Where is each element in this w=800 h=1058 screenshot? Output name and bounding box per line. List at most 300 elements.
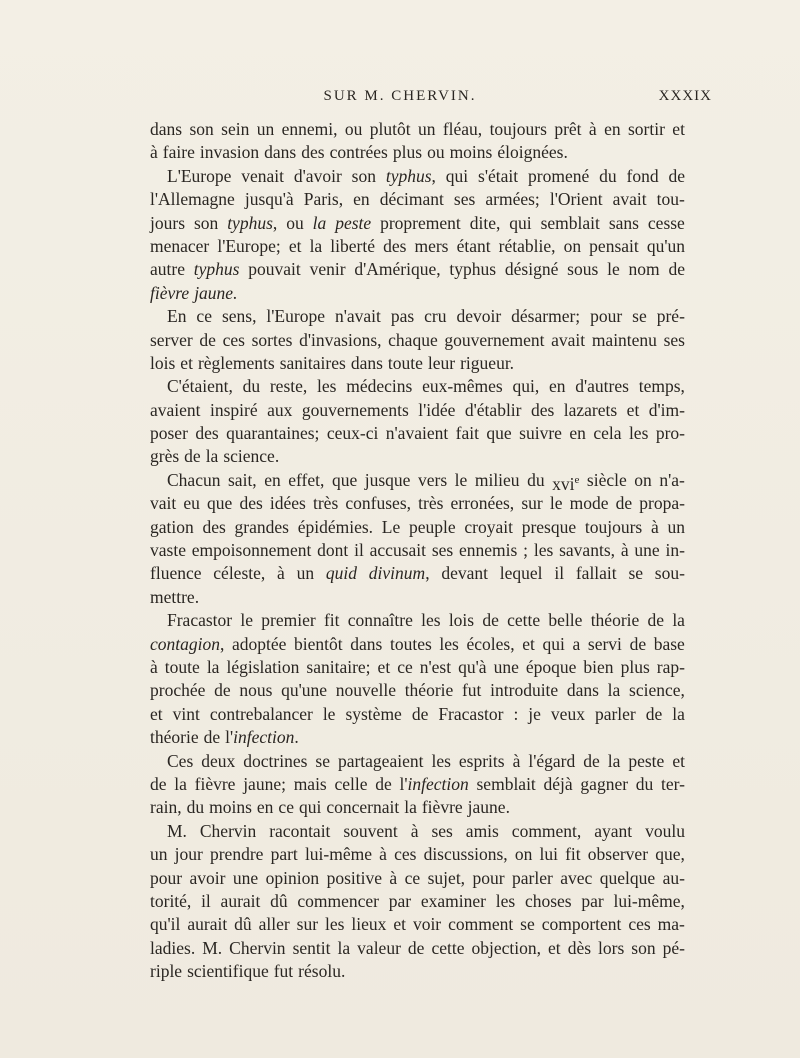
word [235, 516, 289, 539]
word [338, 750, 424, 773]
word [512, 820, 582, 843]
text: un [417, 119, 436, 139]
word [150, 539, 186, 562]
text: deux [201, 750, 236, 771]
word [388, 329, 438, 352]
text: on [514, 844, 533, 865]
text: empoisonnement [191, 540, 312, 561]
text: à [150, 142, 158, 163]
text: le [454, 469, 468, 490]
word [257, 118, 275, 141]
word [647, 235, 685, 258]
text: avaient [150, 399, 201, 420]
text: nouvelle [335, 680, 396, 701]
word [657, 305, 685, 328]
text: Ces [167, 750, 194, 771]
word [202, 937, 222, 960]
word [277, 562, 285, 585]
word [512, 867, 553, 890]
text: Fracastor [438, 703, 504, 724]
text: dite, [469, 212, 501, 233]
text: prochée [150, 680, 206, 701]
text: de [629, 633, 647, 654]
word [187, 913, 227, 936]
text: ces [628, 914, 651, 935]
word [270, 890, 288, 913]
word [657, 656, 685, 679]
word [286, 212, 304, 235]
text-line [150, 516, 685, 539]
text: vers [417, 469, 448, 490]
text: dans [350, 633, 383, 654]
word [418, 118, 436, 141]
text: ce [196, 306, 212, 327]
word [528, 703, 541, 726]
word [334, 773, 367, 796]
word [150, 235, 209, 258]
text: l'Allemagne [150, 189, 235, 210]
text: qu'une [281, 680, 328, 701]
text: introduite [490, 680, 559, 701]
word [233, 867, 258, 890]
word [649, 399, 685, 422]
word [150, 773, 167, 796]
word [628, 562, 643, 585]
word [264, 469, 281, 492]
text: décimant [379, 189, 444, 210]
text: on [634, 469, 652, 490]
text-line [150, 445, 685, 468]
text: les [533, 540, 554, 561]
text: mers [414, 235, 449, 256]
text: pour [472, 867, 505, 888]
word [668, 165, 685, 188]
word [478, 165, 518, 188]
word [200, 820, 256, 843]
text: lui-même [304, 844, 372, 865]
text-line [150, 890, 685, 913]
word [570, 492, 609, 515]
text: ou [427, 142, 445, 163]
text: pé- [662, 937, 685, 958]
word [511, 305, 580, 328]
word [281, 679, 327, 702]
word [413, 913, 441, 936]
word [560, 867, 592, 890]
word [266, 867, 319, 890]
word [672, 750, 685, 773]
word [554, 118, 581, 141]
word [327, 422, 379, 445]
text: avoir [189, 867, 226, 888]
word [167, 469, 220, 492]
word [150, 329, 193, 352]
text: voulu [645, 820, 685, 841]
word [565, 843, 581, 866]
text: semblait [540, 212, 600, 233]
text: une [634, 540, 660, 561]
text: ennemi, [281, 119, 338, 139]
text: lui [539, 844, 558, 865]
text: ce [278, 797, 294, 818]
word [494, 656, 519, 679]
word [592, 329, 657, 352]
word [658, 913, 685, 936]
text: résolu. [298, 961, 346, 982]
word [217, 235, 280, 258]
text-line [150, 726, 685, 749]
text: son [631, 937, 656, 958]
text: examiner [420, 890, 486, 911]
word [636, 773, 654, 796]
text: aux [267, 399, 293, 420]
text: gagner [580, 773, 629, 794]
word [190, 867, 226, 890]
word [357, 937, 401, 960]
word [150, 212, 185, 235]
word [163, 141, 195, 164]
text-line [150, 352, 685, 375]
word [443, 118, 482, 141]
text: fléau, [442, 119, 483, 139]
text: quelque [599, 867, 656, 888]
text: chaque [388, 329, 438, 350]
text: qui [509, 212, 532, 233]
word [444, 329, 544, 352]
word [600, 867, 655, 890]
word [408, 937, 425, 960]
word [497, 141, 567, 164]
text: ceux-ci [326, 423, 379, 444]
text: des [195, 423, 219, 444]
text: jaune; [243, 773, 286, 794]
word [335, 212, 371, 235]
text: de [375, 773, 392, 794]
word [226, 422, 319, 445]
text: sens, [221, 306, 257, 327]
text: en [256, 797, 274, 818]
text: et [672, 119, 685, 139]
word [225, 726, 299, 749]
word [369, 562, 430, 585]
word [294, 633, 343, 656]
text: du [186, 797, 205, 818]
text: pouvait [248, 259, 301, 280]
text: xvi [552, 473, 575, 494]
text: poser [150, 423, 188, 444]
text: n'avaient [385, 423, 449, 444]
word [243, 375, 261, 398]
word [522, 633, 535, 656]
word [206, 445, 219, 468]
text: moins [449, 142, 493, 163]
text: mode [569, 493, 609, 514]
word [404, 796, 417, 819]
text: a [572, 633, 581, 654]
italic-text: jaune. [194, 282, 238, 303]
word [187, 960, 269, 983]
word [668, 516, 686, 539]
word [280, 352, 346, 375]
word [150, 843, 168, 866]
word [661, 773, 685, 796]
text-line [150, 960, 685, 983]
text: de [199, 329, 216, 350]
text: ou [344, 119, 363, 139]
word [564, 235, 582, 258]
word [421, 890, 486, 913]
text: avec [560, 867, 593, 888]
text: fond [626, 165, 659, 186]
text: ses [431, 540, 454, 561]
text-line [150, 679, 685, 702]
text: connaître [347, 610, 413, 631]
italic-text: peste [335, 212, 372, 233]
text: déjà [543, 773, 573, 794]
word [672, 703, 685, 726]
text: à [410, 820, 419, 841]
word [274, 960, 293, 983]
word [405, 867, 421, 890]
text: par [581, 890, 604, 911]
text: lieux [351, 914, 387, 935]
word [527, 469, 545, 492]
word [150, 399, 201, 422]
word [167, 609, 232, 632]
text: en [569, 423, 586, 444]
text: M. [202, 937, 223, 958]
text: du [599, 165, 617, 186]
text: liberté [330, 235, 375, 256]
word [353, 188, 370, 211]
word [397, 656, 413, 679]
text: ces [222, 329, 245, 350]
word [486, 422, 511, 445]
text: sait, [228, 469, 257, 490]
word [593, 422, 621, 445]
text: médecins [346, 376, 413, 397]
text: en [548, 376, 566, 397]
text: dans [350, 352, 383, 373]
text-line [150, 750, 685, 773]
word [297, 562, 315, 585]
text: base [653, 633, 685, 654]
text: eux-mêmes [422, 376, 503, 397]
text: comportent [541, 914, 622, 935]
word [521, 492, 542, 515]
word [543, 633, 565, 656]
running-title: SUR M. CHERVIN. [323, 88, 477, 104]
text: sans [608, 212, 639, 233]
word [245, 188, 294, 211]
italic-text: fièvre [150, 282, 190, 303]
word [613, 890, 684, 913]
page-header [0, 88, 800, 112]
text: plutôt [369, 119, 411, 139]
word [427, 141, 445, 164]
text: faire [162, 142, 195, 163]
word [551, 703, 585, 726]
text: bien [583, 656, 614, 677]
word [389, 890, 411, 913]
text: la [672, 610, 685, 631]
text: tou- [656, 189, 685, 210]
word [241, 165, 284, 188]
text: l'Orient [549, 189, 603, 210]
word [528, 750, 575, 773]
text: partageaient [337, 750, 424, 771]
word [336, 679, 396, 702]
text: et [548, 937, 561, 958]
word [465, 399, 522, 422]
word [631, 937, 655, 960]
text: lors [598, 937, 625, 958]
word [482, 609, 499, 632]
word [628, 750, 664, 773]
word [564, 399, 617, 422]
word [261, 609, 315, 632]
word [165, 656, 200, 679]
text: par [388, 890, 412, 911]
italic-text: la [312, 212, 327, 233]
text-line [150, 118, 685, 141]
word [466, 820, 499, 843]
text: souvent [343, 820, 398, 841]
word [184, 445, 201, 468]
word [294, 773, 327, 796]
text: propa- [639, 493, 685, 514]
word [608, 679, 621, 702]
text: l'Europe; [217, 235, 281, 256]
text: maintenu [591, 329, 657, 350]
word [330, 141, 388, 164]
word [150, 258, 185, 281]
word [282, 118, 338, 141]
text: et [522, 633, 535, 654]
word [428, 867, 465, 890]
word [267, 399, 292, 422]
word [500, 562, 543, 585]
text: en [353, 189, 370, 210]
text: ces [394, 844, 417, 865]
text: reste, [269, 376, 308, 397]
word [270, 375, 307, 398]
word [629, 258, 660, 281]
word [420, 656, 451, 679]
text: qui [542, 633, 565, 654]
word [201, 890, 211, 913]
text: d'invasions, [299, 329, 382, 350]
text: Chervin [199, 820, 257, 841]
text: choses [524, 890, 572, 911]
text: jaune. [467, 797, 510, 818]
text: cette [507, 610, 541, 631]
text: in- [665, 540, 685, 561]
word [448, 913, 513, 936]
text: dans [264, 142, 297, 163]
text: dû [270, 890, 288, 911]
text: inspiré [210, 399, 258, 420]
text: fièvre [421, 797, 463, 818]
text: ma- [657, 914, 685, 935]
text: il [354, 540, 364, 561]
text: il [201, 890, 211, 911]
word [485, 188, 539, 211]
text: lois [448, 610, 475, 631]
text: à [512, 750, 521, 771]
text: théorie [404, 680, 454, 701]
word [457, 235, 491, 258]
word [194, 258, 240, 281]
text: épidémies. [297, 516, 374, 537]
word [378, 656, 391, 679]
word [439, 633, 458, 656]
text: des [530, 399, 555, 420]
word [475, 469, 520, 492]
word [428, 352, 455, 375]
word [370, 118, 411, 141]
word [338, 937, 351, 960]
text: le [240, 610, 254, 631]
word [351, 913, 386, 936]
word [269, 820, 330, 843]
word [150, 562, 202, 585]
text: du [635, 773, 654, 794]
text-line [150, 703, 685, 726]
word [348, 609, 413, 632]
word [464, 516, 513, 539]
word [150, 422, 188, 445]
text-line [150, 422, 685, 445]
text: : [513, 703, 519, 724]
word [432, 539, 453, 562]
word [627, 399, 640, 422]
text: qui [445, 165, 469, 186]
text: esprits [458, 750, 505, 771]
text: très [312, 493, 339, 514]
word [173, 703, 200, 726]
text: le [549, 493, 563, 514]
text-line [150, 329, 685, 352]
text: le [322, 703, 336, 724]
text: de [203, 727, 221, 748]
text: la [205, 446, 219, 467]
word [201, 750, 235, 773]
word [424, 843, 508, 866]
word [332, 469, 357, 492]
text: semblait [476, 773, 536, 794]
word [581, 890, 603, 913]
text: rap- [656, 656, 685, 677]
text: , [425, 563, 430, 584]
text: ce [397, 656, 413, 677]
text: jour [174, 844, 203, 865]
text: de [668, 165, 685, 186]
text: vaste [150, 540, 186, 561]
text-line [150, 469, 685, 492]
text: et [672, 750, 685, 771]
text: part [270, 844, 298, 865]
word [550, 492, 563, 515]
word [634, 539, 659, 562]
text-line [150, 820, 685, 843]
text: de [407, 937, 425, 958]
word [207, 656, 220, 679]
word [257, 796, 274, 819]
text: effet, [288, 469, 325, 490]
text: de [583, 750, 600, 771]
text: très [418, 493, 444, 514]
